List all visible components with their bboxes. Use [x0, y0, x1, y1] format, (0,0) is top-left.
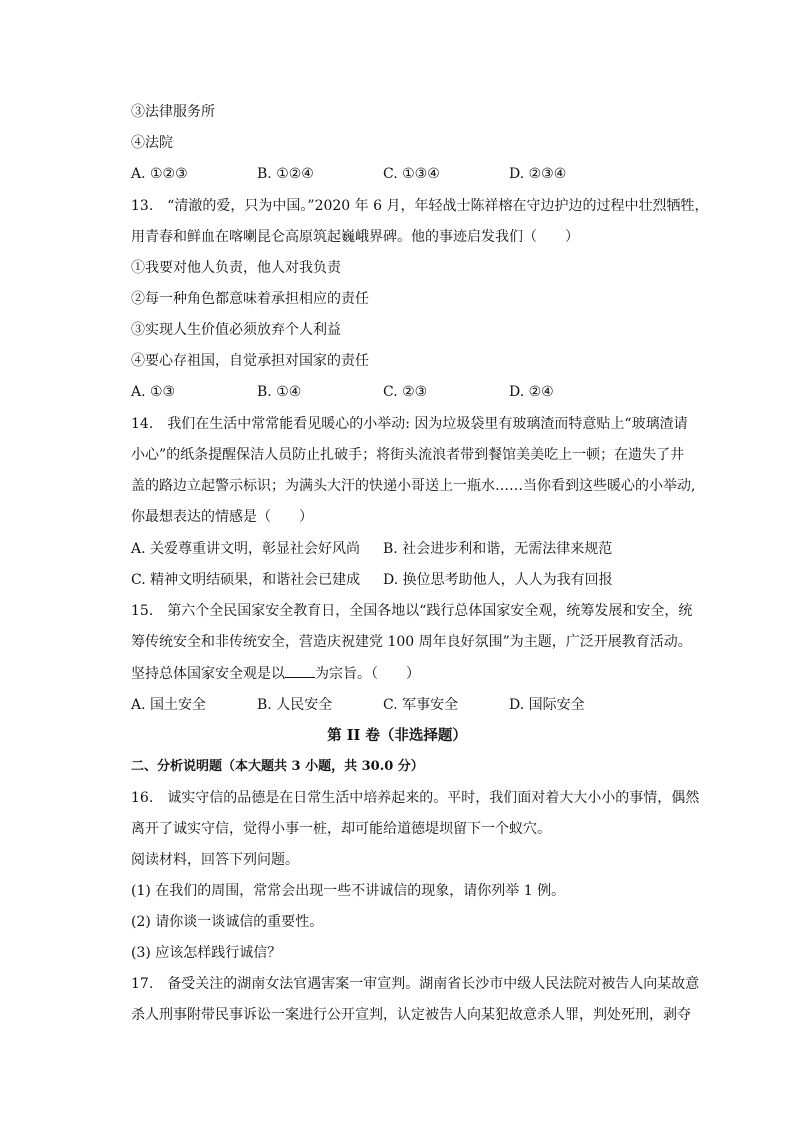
q12-option-d: D. ②③④: [509, 166, 567, 182]
q12-item-3: ③法律服务所: [131, 104, 215, 120]
q15-option-b: B. 人民安全: [257, 697, 333, 713]
q14-option-d: D. 换位思考助他人，人人为我有回报: [383, 572, 613, 588]
part-2-title: 第 II 卷（非选择题）: [327, 727, 467, 744]
q13-option-d: D. ②④: [509, 384, 554, 400]
q13-item-2: ②每一种角色都意味着承担相应的责任: [131, 291, 369, 307]
q13-stem-line-1: 13. “清澈的爱，只为中国。”2020 年 6 月，年轻战士陈祥榕在守边护边的过程中壮烈牺牲，: [131, 198, 709, 214]
q16-stem-line-2: 离开了诚实守信，觉得小事一桩，却可能给道德堤坝留下一个蚁穴。: [131, 821, 551, 837]
section-heading: 二、分析说明题（本大题共 3 小题，共 30.0 分）: [131, 759, 424, 774]
answer-blank: [285, 663, 315, 678]
q14-stem-line-1: 14. 我们在生活中常常能看见暖心的小举动: 因为垃圾袋里有玻璃渣而特意贴上“玻璃渣请: [131, 416, 688, 432]
q14-option-a: A. 关爱尊重讲文明，彰显社会好风尚: [131, 541, 361, 557]
q15-stem-line-3: [131, 663, 420, 684]
q14-stem-line-2: 小心”的纸条提醒保洁人员防止扎破手；将街头流浪者带到餐馆美美吃上一顿；在遗失了井: [131, 447, 685, 463]
q15-stem-after-blank: 为宗旨。（ ）: [315, 666, 420, 682]
q16-stem-line-1: 16. 诚实守信的品德是在日常生活中培养起来的。平时，我们面对着大大小小的事情，偶然: [131, 790, 700, 806]
q13-item-4: ④要心存祖国，自觉承担对国家的责任: [131, 353, 369, 369]
q13-option-b: B. ①④: [257, 384, 302, 400]
q13-item-3: ③实现人生价值必须放弃个人利益: [131, 322, 341, 338]
q15-stem-line-1: 15. 第六个全民国家安全教育日，全国各地以“践行总体国家安全观，统筹发展和安全，统: [131, 603, 693, 619]
q15-stem-before-blank: 坚持总体国家安全观是以: [131, 666, 285, 682]
q12-option-c: C. ①③④: [383, 166, 440, 182]
q15-option-c: C. 军事安全: [383, 697, 459, 713]
q17-stem-line-2: 杀人刑事附带民事诉讼一案进行公开宣判，认定被告人向某犯故意杀人罪，判处死刑，剥夺: [131, 1007, 691, 1023]
q15-option-d: D. 国际安全: [509, 697, 585, 713]
q15-stem-line-2: 筹传统安全和非传统安全，营造庆祝建党 100 周年良好氛围”为主题，广泛开展教育活动。: [131, 634, 692, 650]
q13-option-a: A. ①③: [131, 384, 176, 400]
q12-option-a: A. ①②③: [131, 166, 188, 182]
q14-option-c: C. 精神文明结硕果，和谐社会已建成: [131, 572, 361, 588]
q14-stem-line-4: 你最想表达的情感是（ ）: [131, 509, 313, 525]
q12-option-b: B. ①②④: [257, 166, 314, 182]
q13-stem-line-2: 用青春和鲜血在喀喇昆仑高原筑起巍峨界碑。他的事迹启发我们（ ）: [131, 229, 579, 245]
q16-instruction: 阅读材料，回答下列问题。: [131, 852, 299, 868]
q15-option-a: A. 国土安全: [131, 697, 207, 713]
q14-option-b: B. 社会进步利和谐，无需法律来规范: [383, 541, 613, 557]
q16-sub-1: (1) 在我们的周围，常常会出现一些不讲诚信的现象，请你列举 1 例。: [131, 883, 566, 899]
q16-sub-2: (2) 请你谈一谈诚信的重要性。: [131, 914, 324, 930]
q16-sub-3: (3) 应该怎样践行诚信？: [131, 945, 282, 961]
q13-option-c: C. ②③: [383, 384, 428, 400]
q14-stem-line-3: 盖的路边立起警示标识；为满头大汗的快递小哥送上一瓶水……当你看到这些暖心的小举动,: [131, 478, 696, 494]
q17-stem-line-1: 17. 备受关注的湖南女法官遇害案一审宣判。湖南省长沙市中级人民法院对被告人向某故意: [131, 976, 700, 992]
q13-item-1: ①我要对他人负责，他人对我负责: [131, 260, 341, 276]
q12-item-4: ④法院: [131, 135, 173, 151]
